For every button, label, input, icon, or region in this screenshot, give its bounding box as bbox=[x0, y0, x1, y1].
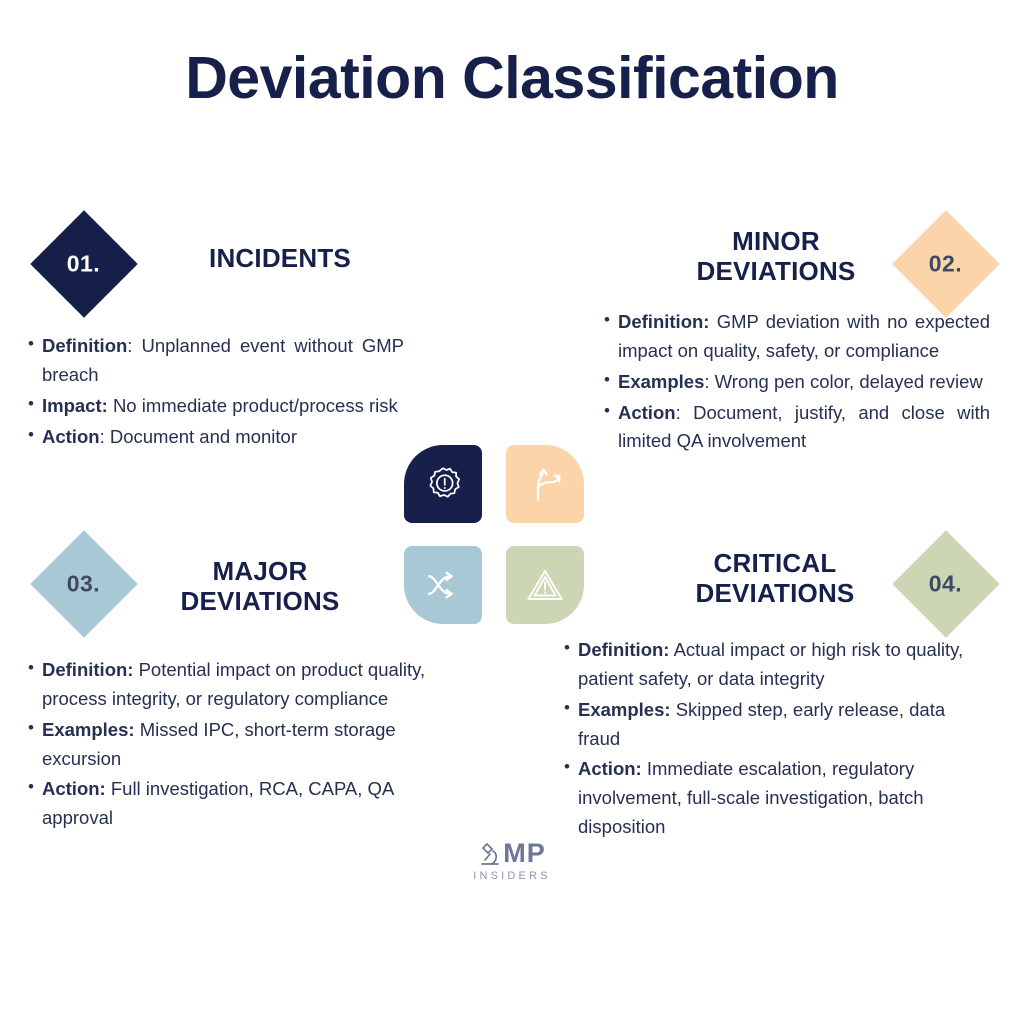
brand-logo-wordmark bbox=[452, 838, 572, 869]
bullet-label: Definition: bbox=[618, 311, 710, 332]
page-title: Deviation Classification bbox=[185, 45, 839, 111]
gear-alert-icon bbox=[404, 445, 482, 523]
quadrant-2-heading-line2: DEVIATIONS bbox=[696, 256, 856, 287]
bullet-label: Examples bbox=[618, 370, 705, 392]
bullet-label: Definition bbox=[42, 335, 128, 356]
bullet-label: Definition: bbox=[42, 659, 134, 680]
list-item bbox=[602, 368, 990, 397]
bullet-text: Actual impact or high risk to quality, patient safety, or data integrity bbox=[578, 639, 964, 689]
microscope-icon bbox=[478, 841, 502, 867]
list-item bbox=[26, 392, 404, 421]
quadrant-4-heading bbox=[600, 548, 950, 608]
list-item bbox=[26, 716, 456, 774]
quadrant-2-heading-line1: MINOR bbox=[732, 226, 820, 256]
badge-number-02-label: 02. bbox=[929, 250, 963, 277]
quadrant-3-heading-line1: MAJOR bbox=[212, 556, 308, 586]
bullet-text: Wrong pen color, delayed review bbox=[714, 370, 983, 392]
bullet-label: Action bbox=[42, 425, 100, 447]
list-item bbox=[26, 656, 456, 714]
quadrant-4-heading-line2: DEVIATIONS bbox=[695, 578, 855, 609]
list-item bbox=[562, 696, 972, 754]
quadrant-1-bullet-list bbox=[26, 332, 404, 453]
quadrant-3-heading bbox=[120, 556, 400, 616]
badge-number-01 bbox=[30, 210, 137, 317]
bullet-text: Document, justify, and close with limited QA involvement bbox=[618, 401, 991, 452]
bullet-label: Impact: bbox=[42, 394, 108, 416]
bullet-label: Examples: bbox=[578, 698, 671, 720]
bullet-text: Document and monitor bbox=[109, 425, 297, 447]
badge-number-03-label: 03. bbox=[67, 570, 101, 597]
bullet-label: Examples: bbox=[42, 718, 135, 740]
brand-logo bbox=[452, 838, 572, 882]
bullet-separator: : bbox=[127, 335, 133, 356]
bullet-separator: : bbox=[704, 370, 710, 392]
bullet-separator: : bbox=[675, 401, 681, 423]
quadrant-3-heading-line2: DEVIATIONS bbox=[180, 586, 340, 617]
crossing-arrows-icon bbox=[404, 546, 482, 624]
list-item bbox=[26, 423, 404, 452]
quadrant-3-bullet-list bbox=[26, 656, 456, 835]
list-item bbox=[562, 755, 972, 842]
bullet-text: GMP deviation with no expected impact on quality, safety, or compliance bbox=[618, 311, 991, 361]
list-item bbox=[26, 775, 456, 833]
bullet-label: Action: bbox=[578, 758, 642, 780]
bullet-text: Immediate escalation, regulatory involvement, full-scale investigation, batch disposition bbox=[578, 758, 924, 838]
warning-triangle-icon bbox=[506, 546, 584, 624]
bullet-text: Missed IPC, short-term storage excursion bbox=[42, 718, 396, 769]
bullet-text: No immediate product/process risk bbox=[112, 394, 398, 416]
brand-logo-main-text: MP bbox=[503, 838, 546, 868]
quadrant-4-heading-line1: CRITICAL bbox=[713, 548, 837, 578]
quadrant-2-bullet-list bbox=[602, 308, 990, 458]
bullet-text: Skipped step, early release, data fraud bbox=[578, 698, 946, 749]
bullet-label: Action: bbox=[42, 778, 106, 800]
brand-logo-sub-text: INSIDERS bbox=[473, 870, 551, 882]
list-item bbox=[602, 399, 990, 457]
bullet-text: Full investigation, RCA, CAPA, QA approval bbox=[42, 778, 394, 829]
quadrant-1-heading: INCIDENTS bbox=[209, 243, 351, 273]
bullet-separator: : bbox=[99, 425, 105, 447]
bullet-label: Definition: bbox=[578, 639, 670, 660]
diverging-arrows-icon bbox=[506, 445, 584, 523]
bullet-text: Potential impact on product quality, process integrity, or regulatory compliance bbox=[42, 659, 426, 709]
quadrant-4-bullet-list bbox=[562, 636, 972, 844]
list-item bbox=[602, 308, 990, 366]
list-item bbox=[562, 636, 972, 694]
list-item bbox=[26, 332, 404, 390]
bullet-label: Action bbox=[618, 401, 676, 423]
badge-number-01-label: 01. bbox=[67, 250, 101, 277]
badge-number-04-label: 04. bbox=[929, 570, 963, 597]
quadrant-2-heading bbox=[626, 226, 926, 286]
bullet-text: Unplanned event without GMP breach bbox=[42, 335, 404, 385]
